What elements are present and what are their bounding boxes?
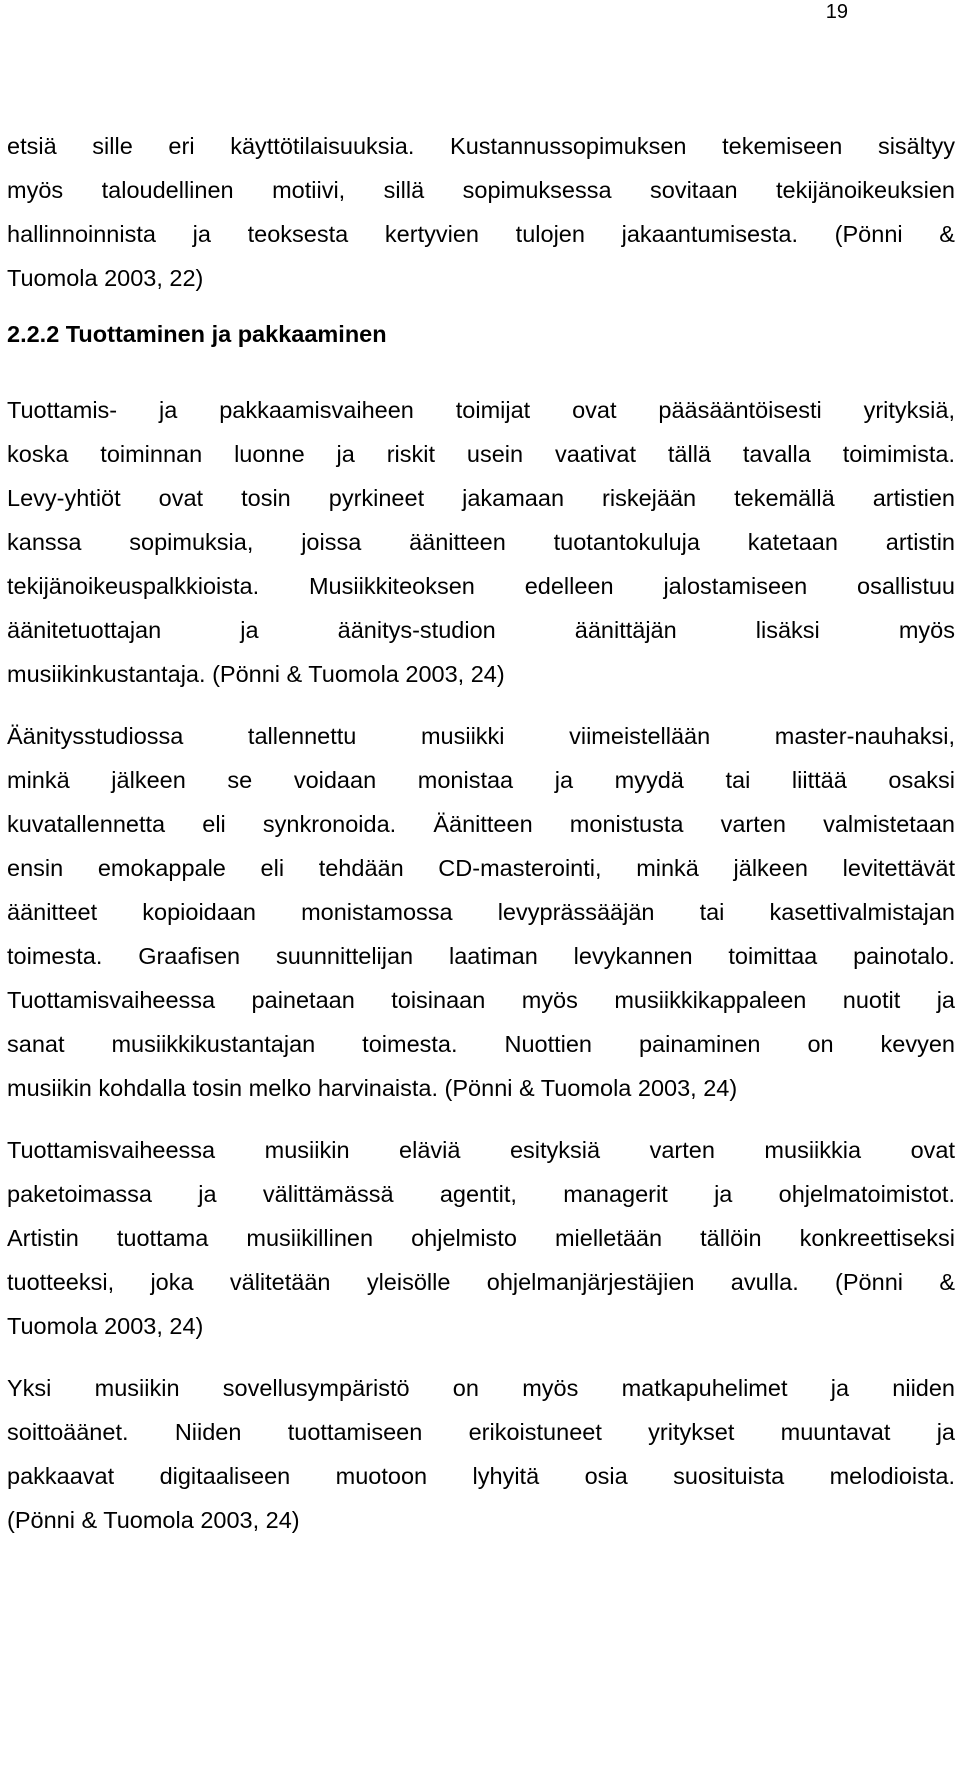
- text-line: äänitetuottajan ja äänitys-studion äänittäjän lisäksi myös: [7, 617, 955, 643]
- text-line: Äänitysstudiossa tallennettu musiikki viimeistellään master-nauhaksi,: [7, 723, 955, 749]
- text-line: paketoimassa ja välittämässä agentit, managerit ja ohjelmatoimistot.: [7, 1181, 955, 1207]
- text-line: pakkaavat digitaaliseen muotoon lyhyitä osia suosituista melodioista.: [7, 1463, 955, 1489]
- text-line: Yksi musiikin sovellusympäristö on myös matkapuhelimet ja niiden: [7, 1375, 955, 1401]
- text-line: etsiä sille eri käyttötilaisuuksia. Kustannussopimuksen tekemiseen sisältyy: [7, 133, 955, 159]
- text-line: äänitteet kopioidaan monistamossa levyprässääjän tai kasettivalmistajan: [7, 899, 955, 925]
- text-line: toimesta. Graafisen suunnittelijan laatiman levykannen toimittaa painotalo.: [7, 943, 955, 969]
- text-line: minkä jälkeen se voidaan monistaa ja myydä tai liittää osaksi: [7, 767, 955, 793]
- paragraph-2: [0, 388, 955, 696]
- text-line: myös taloudellinen motiivi, sillä sopimuksessa sovitaan tekijänoikeuksien: [7, 177, 955, 203]
- text-line: kanssa sopimuksia, joissa äänitteen tuotantokuluja katetaan artistin: [7, 529, 955, 555]
- text-line: hallinnoinnista ja teoksesta kertyvien tulojen jakaantumisesta. (Pönni &: [7, 221, 955, 247]
- paragraph-3: [0, 714, 955, 1110]
- text-line: Tuottamis- ja pakkaamisvaiheen toimijat ovat pääsääntöisesti yrityksiä,: [7, 397, 955, 423]
- paragraph-1: [0, 124, 955, 300]
- text-line: musiikinkustantaja. (Pönni & Tuomola 2003, 24): [7, 661, 505, 687]
- page-number: 19: [825, 1, 848, 23]
- text-line: ensin emokappale eli tehdään CD-masterointi, minkä jälkeen levitettävät: [7, 855, 955, 881]
- paragraph-4: [0, 1128, 955, 1348]
- text-line: Tuottamisvaiheessa musiikin eläviä esityksiä varten musiikkia ovat: [7, 1137, 955, 1163]
- section-heading: 2.2.2 Tuottaminen ja pakkaaminen: [7, 321, 387, 347]
- text-line: soittoäänet. Niiden tuottamiseen erikoistuneet yritykset muuntavat ja: [7, 1419, 955, 1445]
- text-line: musiikin kohdalla tosin melko harvinaista. (Pönni & Tuomola 2003, 24): [7, 1075, 738, 1101]
- text-line: (Pönni & Tuomola 2003, 24): [7, 1507, 300, 1533]
- text-line: tekijänoikeuspalkkioista. Musiikkiteoksen edelleen jalostamiseen osallistuu: [7, 573, 955, 599]
- text-line: Tuomola 2003, 24): [7, 1313, 204, 1339]
- paragraph-5: [0, 1366, 955, 1542]
- text-line: Tuomola 2003, 22): [7, 265, 204, 291]
- text-line: kuvatallennetta eli synkronoida. Äänitteen monistusta varten valmistetaan: [7, 811, 955, 837]
- text-line: koska toiminnan luonne ja riskit usein vaativat tällä tavalla toimimista.: [7, 441, 955, 467]
- text-line: sanat musiikkikustantajan toimesta. Nuottien painaminen on kevyen: [7, 1031, 955, 1057]
- text-line: Tuottamisvaiheessa painetaan toisinaan myös musiikkikappaleen nuotit ja: [7, 987, 955, 1013]
- text-line: Levy-yhtiöt ovat tosin pyrkineet jakamaan riskejään tekemällä artistien: [7, 485, 955, 511]
- text-line: tuotteeksi, joka välitetään yleisölle ohjelmanjärjestäjien avulla. (Pönni &: [7, 1269, 955, 1295]
- text-line: Artistin tuottama musiikillinen ohjelmisto mielletään tällöin konkreettiseksi: [7, 1225, 955, 1251]
- document-body: [0, 124, 955, 1542]
